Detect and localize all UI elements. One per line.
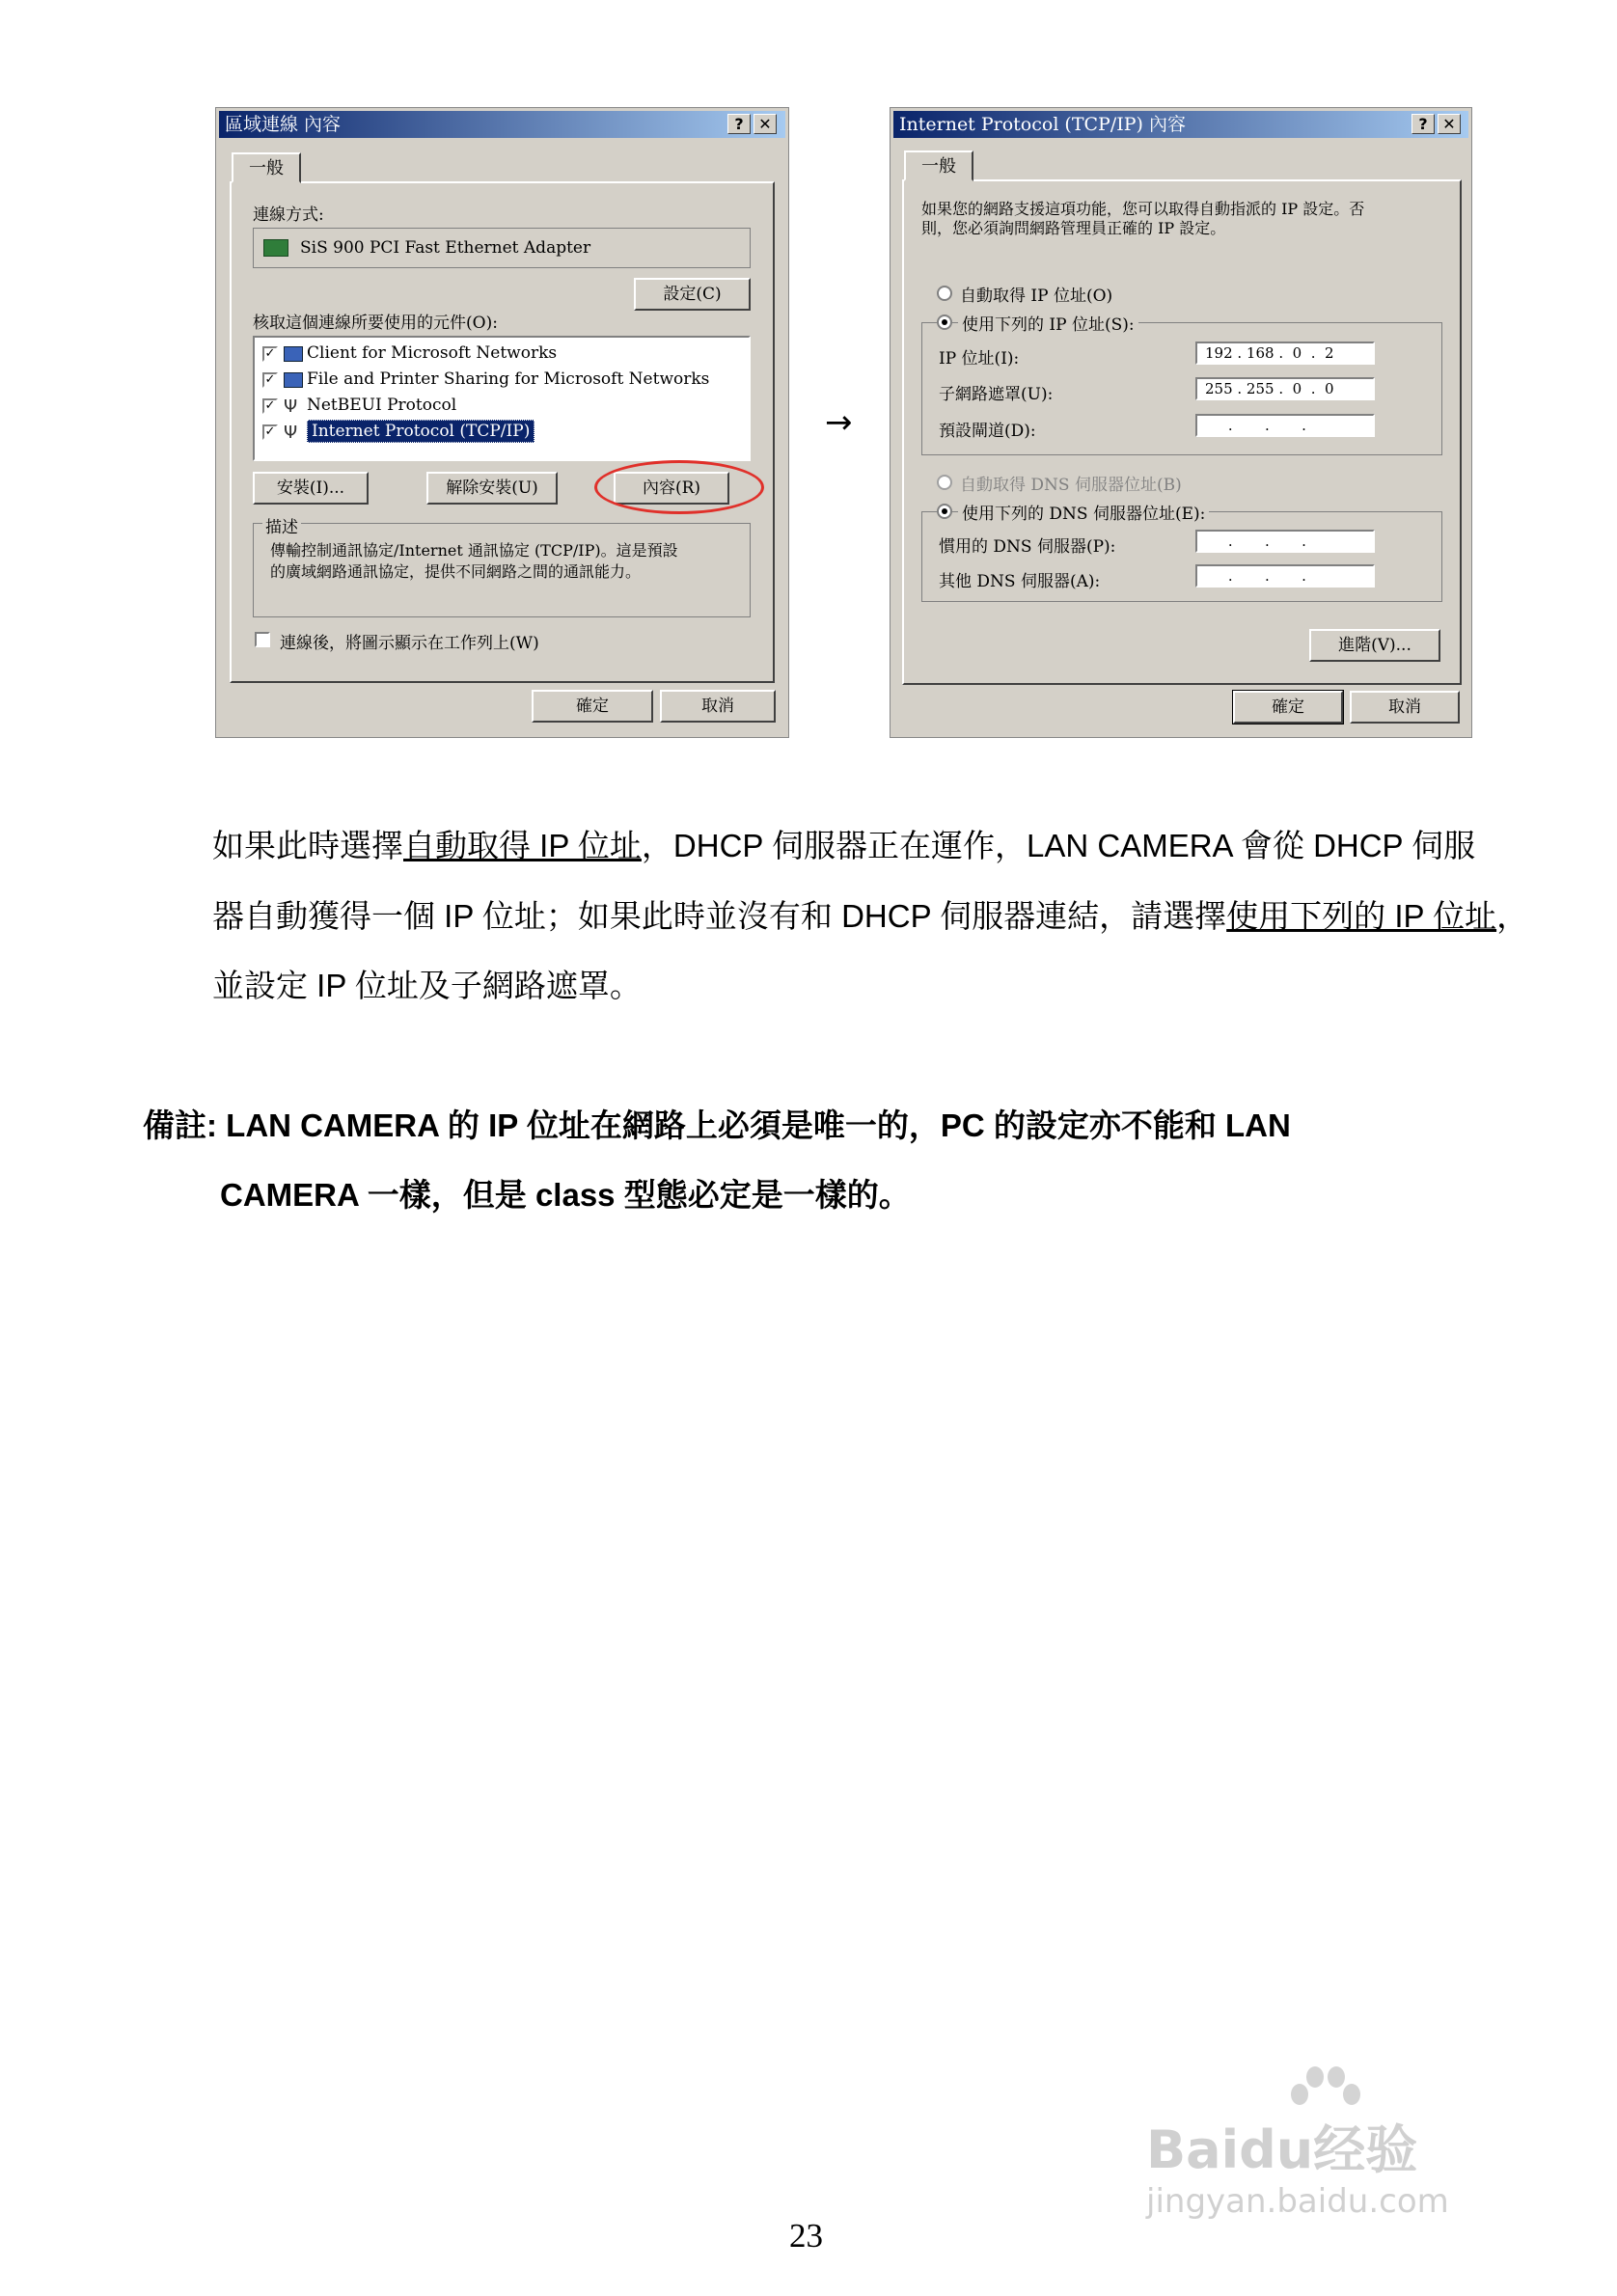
- auto-dns-label: 自動取得 DNS 伺服器位址(B): [960, 476, 1182, 495]
- properties-button[interactable]: 內容(R): [614, 472, 729, 505]
- uninstall-button[interactable]: 解除安裝(U): [426, 472, 558, 505]
- auto-dns-radio[interactable]: [937, 475, 952, 490]
- protocol-icon: Ψ: [284, 423, 298, 443]
- protocol-icon: Ψ: [284, 396, 298, 417]
- watermark: [1146, 2064, 1532, 2238]
- component-label: NetBEUI Protocol: [307, 396, 457, 415]
- paragraph-line-2: [212, 891, 1528, 937]
- alternate-dns-label: 其他 DNS 伺服器(A):: [939, 572, 1101, 591]
- cancel-button[interactable]: 取消: [660, 690, 776, 723]
- adapter-name: SiS 900 PCI Fast Ethernet Adapter: [300, 238, 591, 258]
- local-connection-properties-dialog: [215, 107, 789, 738]
- list-item[interactable]: [259, 420, 741, 445]
- watermark-url: jingyan.baidu.com: [1146, 2182, 1449, 2221]
- note-line-1: 備註: LAN CAMERA 的 IP 位址在網路上必須是唯一的，PC 的設定亦不能和 LAN: [143, 1107, 1291, 1143]
- ok-button[interactable]: 確定: [532, 690, 653, 723]
- components-list[interactable]: [253, 336, 751, 461]
- manual-dns-label: 使用下列的 DNS 伺服器位址(E):: [958, 500, 1209, 524]
- auto-ip-reference: 自動取得 IP 位址: [403, 828, 642, 863]
- ok-button[interactable]: 確定: [1233, 691, 1343, 724]
- intro-line1: 如果您的網路支援這項功能，您可以取得自動指派的 IP 設定。否: [921, 200, 1365, 218]
- manual-dns-radio[interactable]: [937, 504, 952, 519]
- cancel-button[interactable]: 取消: [1350, 691, 1460, 724]
- intro-line2: 則，您必須詢問網路管理員正確的 IP 設定。: [921, 219, 1226, 237]
- text: ，: [1496, 898, 1529, 934]
- component-label: File and Printer Sharing for Microsoft Networks: [307, 369, 710, 389]
- description-line2: 的廣域網路通訊協定，提供不同網路之間的通訊能力。: [270, 562, 642, 581]
- page-number: 23: [789, 2217, 823, 2255]
- close-button[interactable]: ✕: [754, 114, 777, 134]
- tcpip-properties-dialog: [890, 107, 1472, 738]
- tab-general[interactable]: 一般: [232, 152, 301, 183]
- help-button[interactable]: ?: [727, 114, 751, 134]
- checkbox[interactable]: ✓: [262, 424, 278, 440]
- paragraph-line-3: 並設定 IP 位址及子網路遮罩。: [212, 968, 642, 1003]
- default-gateway-field[interactable]: . . .: [1195, 414, 1375, 437]
- ip-address-label: IP 位址(I):: [939, 349, 1020, 369]
- adapter-box: [253, 228, 751, 268]
- advanced-button[interactable]: 進階(V)...: [1309, 629, 1440, 662]
- text: 器自動獲得一個 IP 位址；如果此時並沒有和 DHCP 伺服器連結，請選擇: [212, 898, 1227, 934]
- component-label: Client for Microsoft Networks: [307, 343, 558, 363]
- description-label: 描述: [262, 513, 301, 537]
- auto-ip-label: 自動取得 IP 位址(O): [960, 287, 1113, 306]
- components-label: 核取這個連線所要使用的元件(O):: [253, 314, 498, 333]
- configure-button[interactable]: 設定(C): [634, 278, 751, 311]
- checkbox[interactable]: ✓: [262, 372, 278, 388]
- dialog-title: 區域連線 內容: [225, 114, 342, 135]
- highlight-circle: [594, 460, 764, 514]
- service-icon: [284, 372, 303, 388]
- show-icon-checkbox[interactable]: [255, 632, 270, 647]
- install-button[interactable]: 安裝(I)...: [253, 472, 369, 505]
- preferred-dns-label: 慣用的 DNS 伺服器(P):: [939, 537, 1116, 557]
- manual-ip-label: 使用下列的 IP 位址(S):: [958, 311, 1138, 335]
- manual-ip-radio[interactable]: [937, 314, 952, 330]
- auto-ip-radio[interactable]: [937, 286, 952, 301]
- watermark-brand: Baidu经验: [1146, 2119, 1418, 2180]
- checkbox[interactable]: ✓: [262, 346, 278, 362]
- dialog-title: Internet Protocol (TCP/IP) 內容: [899, 114, 1186, 135]
- text: 如果此時選擇: [212, 828, 403, 863]
- preferred-dns-field[interactable]: . . .: [1195, 530, 1375, 553]
- help-button[interactable]: ?: [1411, 114, 1435, 134]
- ip-address-field[interactable]: 192 . 168 . 0 . 2: [1195, 342, 1375, 365]
- dialog-title-bar: [219, 111, 785, 138]
- connect-using-label: 連線方式:: [253, 205, 324, 225]
- alternate-dns-field[interactable]: . . .: [1195, 564, 1375, 588]
- paragraph-line-1: [212, 821, 1475, 866]
- component-label-selected: Internet Protocol (TCP/IP): [307, 420, 534, 443]
- note-line-2: CAMERA 一樣，但是 class 型態必定是一樣的。: [220, 1177, 911, 1213]
- description-line1: 傳輸控制通訊協定/Internet 通訊協定 (TCP/IP)。這是預設: [270, 541, 678, 560]
- subnet-mask-field[interactable]: 255 . 255 . 0 . 0: [1195, 377, 1375, 400]
- subnet-mask-label: 子網路遮罩(U):: [939, 385, 1054, 404]
- arrow-right-icon: →: [825, 403, 853, 442]
- network-card-icon: [263, 239, 288, 257]
- list-item[interactable]: [259, 368, 741, 393]
- dialog-title-bar: [893, 111, 1468, 138]
- paw-icon: [1291, 2064, 1358, 2122]
- list-item[interactable]: [259, 394, 741, 419]
- close-button[interactable]: ✕: [1438, 114, 1461, 134]
- default-gateway-label: 預設閘道(D):: [939, 422, 1036, 441]
- checkbox[interactable]: ✓: [262, 398, 278, 414]
- text: ，DHCP 伺服器正在運作，LAN CAMERA 會從 DHCP 伺服: [641, 828, 1476, 863]
- client-icon: [284, 346, 303, 362]
- show-icon-label: 連線後，將圖示顯示在工作列上(W): [280, 634, 539, 653]
- manual-ip-reference: 使用下列的 IP 位址: [1226, 898, 1497, 934]
- watermark-text: [1146, 2120, 1532, 2223]
- list-item[interactable]: [259, 342, 741, 367]
- tab-general[interactable]: 一般: [904, 150, 973, 181]
